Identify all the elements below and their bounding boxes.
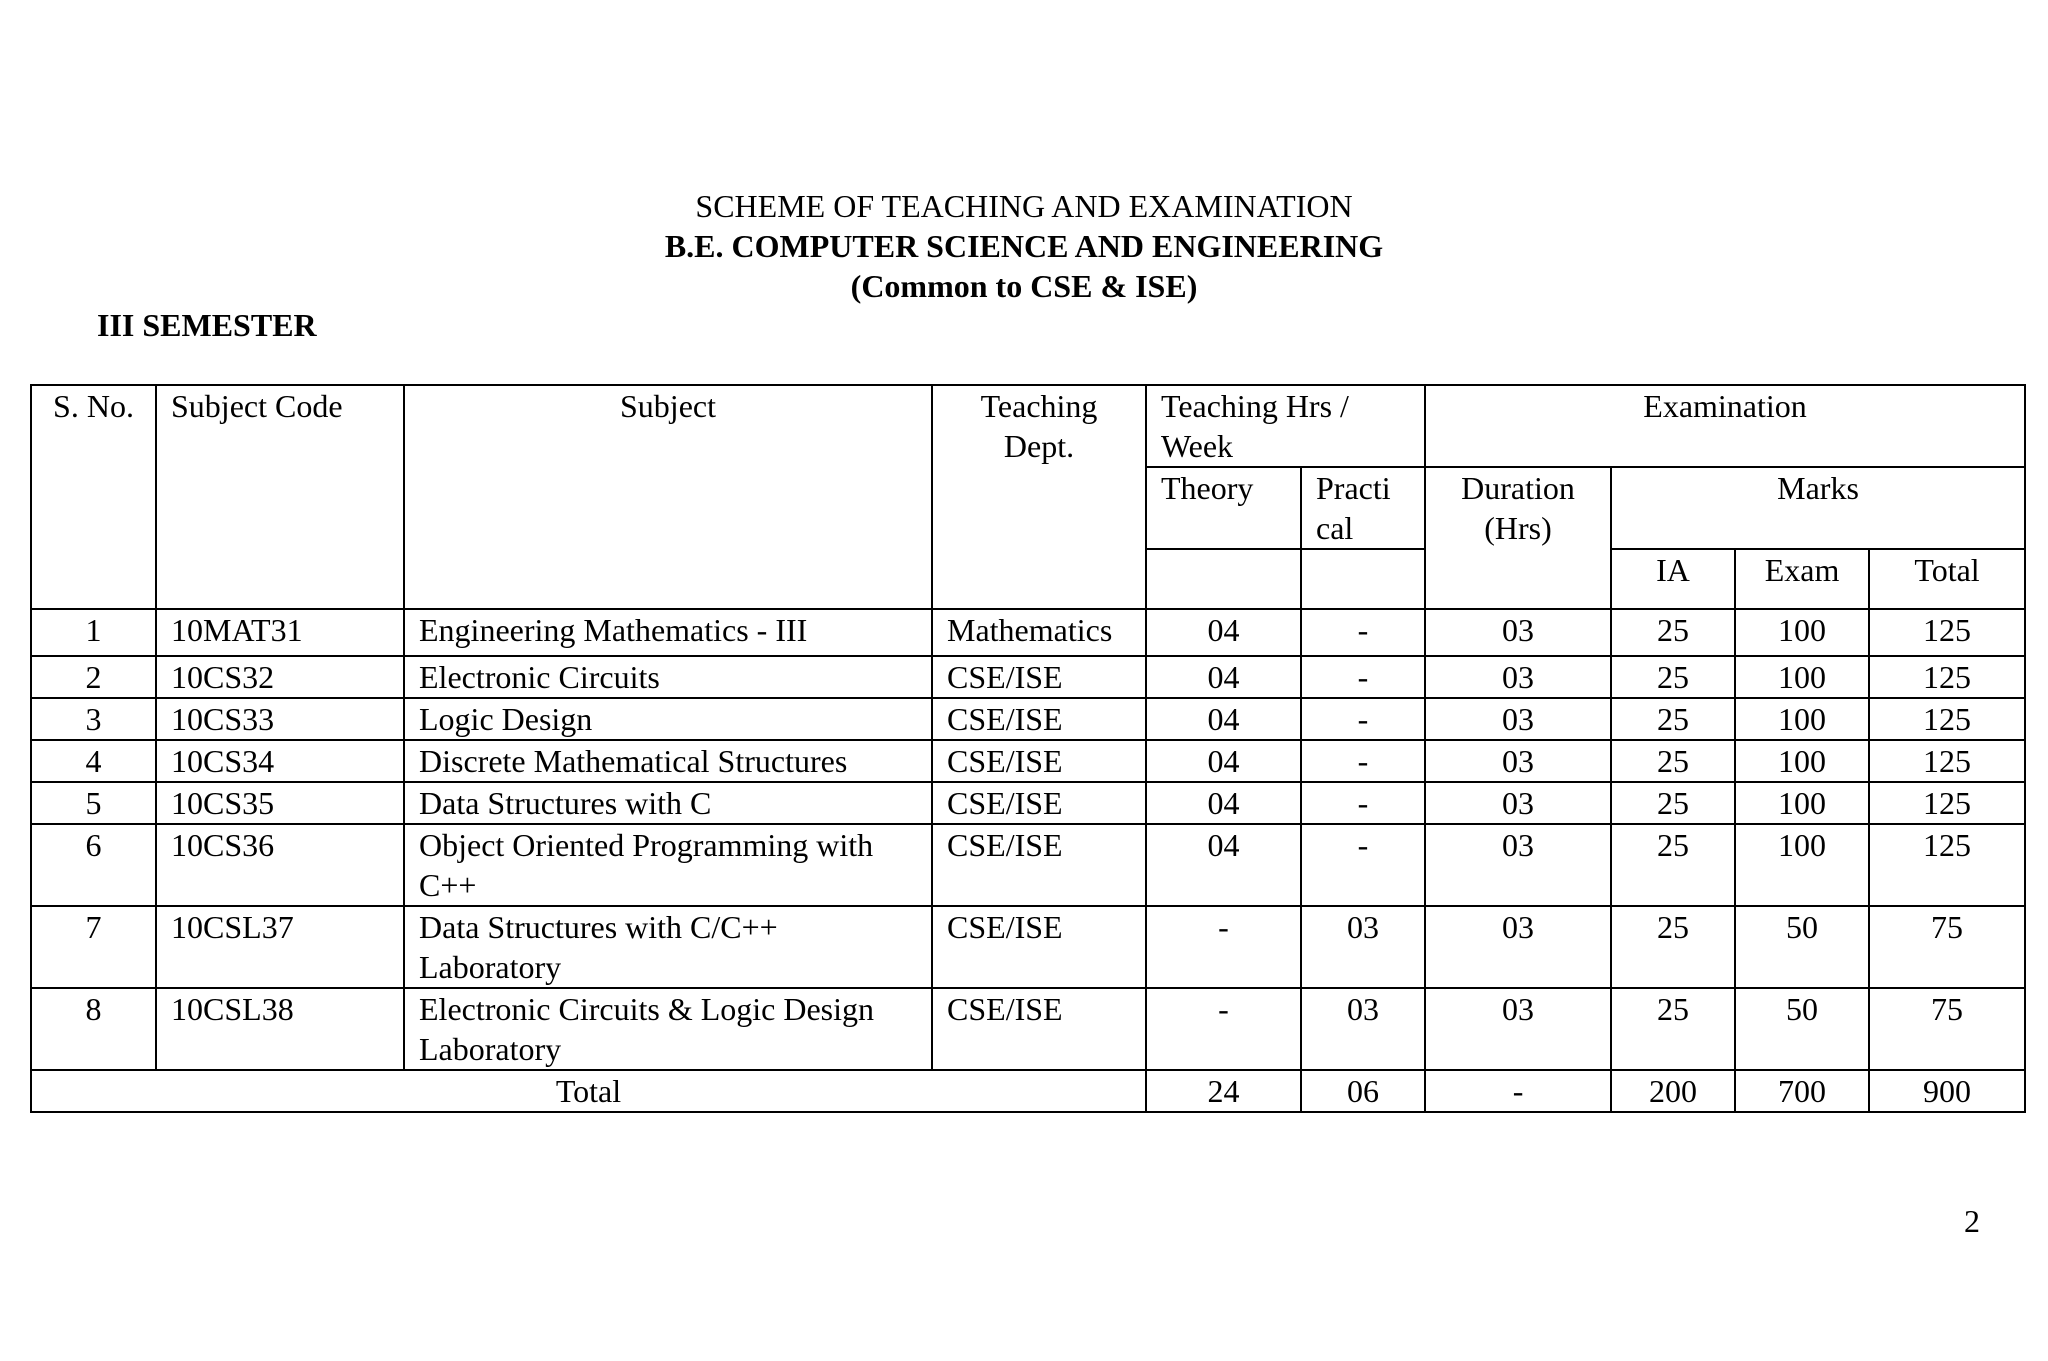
cell-duration: 03 <box>1425 906 1611 988</box>
table-row <box>31 906 2025 988</box>
cell-theory: 04 <box>1146 824 1301 906</box>
cell-dept: CSE/ISE <box>932 782 1146 824</box>
cell-total: 125 <box>1869 740 2025 782</box>
table-row <box>31 609 2025 656</box>
cell-practical: - <box>1301 698 1425 740</box>
header-theory-blank <box>1146 549 1301 609</box>
cell-total: 125 <box>1869 609 2025 656</box>
cell-theory: 04 <box>1146 782 1301 824</box>
cell-subject: Data Structures with C/C++ Laboratory <box>404 906 932 988</box>
header-examination: Examination <box>1425 385 2025 467</box>
cell-subject: Discrete Mathematical Structures <box>404 740 932 782</box>
cell-code: 10CS32 <box>156 656 404 698</box>
cell-sno: 1 <box>31 609 156 656</box>
cell-practical: - <box>1301 824 1425 906</box>
cell-code: 10CS36 <box>156 824 404 906</box>
cell-dept: Mathematics <box>932 609 1146 656</box>
cell-code: 10CSL37 <box>156 906 404 988</box>
cell-ia: 25 <box>1611 740 1735 782</box>
header-marks: Marks <box>1611 467 2025 549</box>
total-total: 900 <box>1869 1070 2025 1112</box>
cell-subject: Data Structures with C <box>404 782 932 824</box>
cell-total: 75 <box>1869 988 2025 1070</box>
cell-dept: CSE/ISE <box>932 988 1146 1070</box>
program-title: B.E. COMPUTER SCIENCE AND ENGINEERING <box>664 228 1384 264</box>
cell-duration: 03 <box>1425 988 1611 1070</box>
total-theory: 24 <box>1146 1070 1301 1112</box>
total-label: Total <box>31 1070 1146 1112</box>
cell-dept: CSE/ISE <box>932 906 1146 988</box>
header-sno: S. No. <box>31 385 156 609</box>
cell-exam: 100 <box>1735 824 1869 906</box>
cell-duration: 03 <box>1425 609 1611 656</box>
header-theory: Theory <box>1146 467 1301 549</box>
scheme-table <box>30 384 2026 1113</box>
cell-ia: 25 <box>1611 988 1735 1070</box>
cell-sno: 2 <box>31 656 156 698</box>
cell-practical: 03 <box>1301 988 1425 1070</box>
cell-duration: 03 <box>1425 824 1611 906</box>
cell-ia: 25 <box>1611 698 1735 740</box>
cell-practical: - <box>1301 740 1425 782</box>
table-row <box>31 988 2025 1070</box>
cell-duration: 03 <box>1425 782 1611 824</box>
cell-sno: 5 <box>31 782 156 824</box>
cell-code: 10CS33 <box>156 698 404 740</box>
cell-code: 10CSL38 <box>156 988 404 1070</box>
header-total: Total <box>1869 549 2025 609</box>
cell-practical: - <box>1301 782 1425 824</box>
cell-subject: Engineering Mathematics - III <box>404 609 932 656</box>
cell-theory: - <box>1146 988 1301 1070</box>
cell-theory: - <box>1146 906 1301 988</box>
table-row <box>31 656 2025 698</box>
header-teaching-dept: Teaching Dept. <box>932 385 1146 609</box>
total-row <box>31 1070 2025 1112</box>
header-practical: Practi cal <box>1301 467 1425 549</box>
cell-theory: 04 <box>1146 740 1301 782</box>
cell-ia: 25 <box>1611 824 1735 906</box>
cell-dept: CSE/ISE <box>932 656 1146 698</box>
cell-code: 10MAT31 <box>156 609 404 656</box>
cell-exam: 50 <box>1735 988 1869 1070</box>
header-teaching-hours: Teaching Hrs / Week <box>1146 385 1425 467</box>
header-exam: Exam <box>1735 549 1869 609</box>
cell-total: 125 <box>1869 698 2025 740</box>
cell-sno: 7 <box>31 906 156 988</box>
total-practical: 06 <box>1301 1070 1425 1112</box>
cell-exam: 100 <box>1735 609 1869 656</box>
header-subject-code: Subject Code <box>156 385 404 609</box>
total-ia: 200 <box>1611 1070 1735 1112</box>
cell-theory: 04 <box>1146 609 1301 656</box>
page-number: 2 <box>1964 1203 1980 1239</box>
header-row-1 <box>31 385 2025 467</box>
cell-dept: CSE/ISE <box>932 698 1146 740</box>
table-row <box>31 698 2025 740</box>
cell-practical: - <box>1301 609 1425 656</box>
cell-total: 125 <box>1869 824 2025 906</box>
cell-code: 10CS35 <box>156 782 404 824</box>
table-row <box>31 824 2025 906</box>
cell-subject: Object Oriented Programming with C++ <box>404 824 932 906</box>
header-duration: Duration (Hrs) <box>1425 467 1611 609</box>
cell-theory: 04 <box>1146 698 1301 740</box>
cell-sno: 4 <box>31 740 156 782</box>
header-ia: IA <box>1611 549 1735 609</box>
cell-exam: 100 <box>1735 782 1869 824</box>
cell-dept: CSE/ISE <box>932 824 1146 906</box>
cell-sno: 6 <box>31 824 156 906</box>
table-row <box>31 782 2025 824</box>
cell-total: 75 <box>1869 906 2025 988</box>
cell-duration: 03 <box>1425 656 1611 698</box>
cell-total: 125 <box>1869 656 2025 698</box>
cell-duration: 03 <box>1425 740 1611 782</box>
cell-duration: 03 <box>1425 698 1611 740</box>
document-title: SCHEME OF TEACHING AND EXAMINATION <box>695 188 1353 224</box>
total-exam: 700 <box>1735 1070 1869 1112</box>
cell-ia: 25 <box>1611 782 1735 824</box>
cell-dept: CSE/ISE <box>932 740 1146 782</box>
cell-ia: 25 <box>1611 906 1735 988</box>
cell-exam: 100 <box>1735 740 1869 782</box>
cell-subject: Electronic Circuits <box>404 656 932 698</box>
cell-total: 125 <box>1869 782 2025 824</box>
table-row <box>31 740 2025 782</box>
cell-practical: 03 <box>1301 906 1425 988</box>
cell-exam: 100 <box>1735 698 1869 740</box>
cell-subject: Electronic Circuits & Logic Design Laboratory <box>404 988 932 1070</box>
cell-ia: 25 <box>1611 609 1735 656</box>
cell-sno: 3 <box>31 698 156 740</box>
header-practical-blank <box>1301 549 1425 609</box>
header-subject: Subject <box>404 385 932 609</box>
cell-theory: 04 <box>1146 656 1301 698</box>
cell-code: 10CS34 <box>156 740 404 782</box>
cell-practical: - <box>1301 656 1425 698</box>
total-duration: - <box>1425 1070 1611 1112</box>
cell-ia: 25 <box>1611 656 1735 698</box>
cell-sno: 8 <box>31 988 156 1070</box>
semester-heading: III SEMESTER <box>97 307 317 343</box>
cell-subject: Logic Design <box>404 698 932 740</box>
program-subtitle: (Common to CSE & ISE) <box>850 268 1198 304</box>
cell-exam: 100 <box>1735 656 1869 698</box>
cell-exam: 50 <box>1735 906 1869 988</box>
